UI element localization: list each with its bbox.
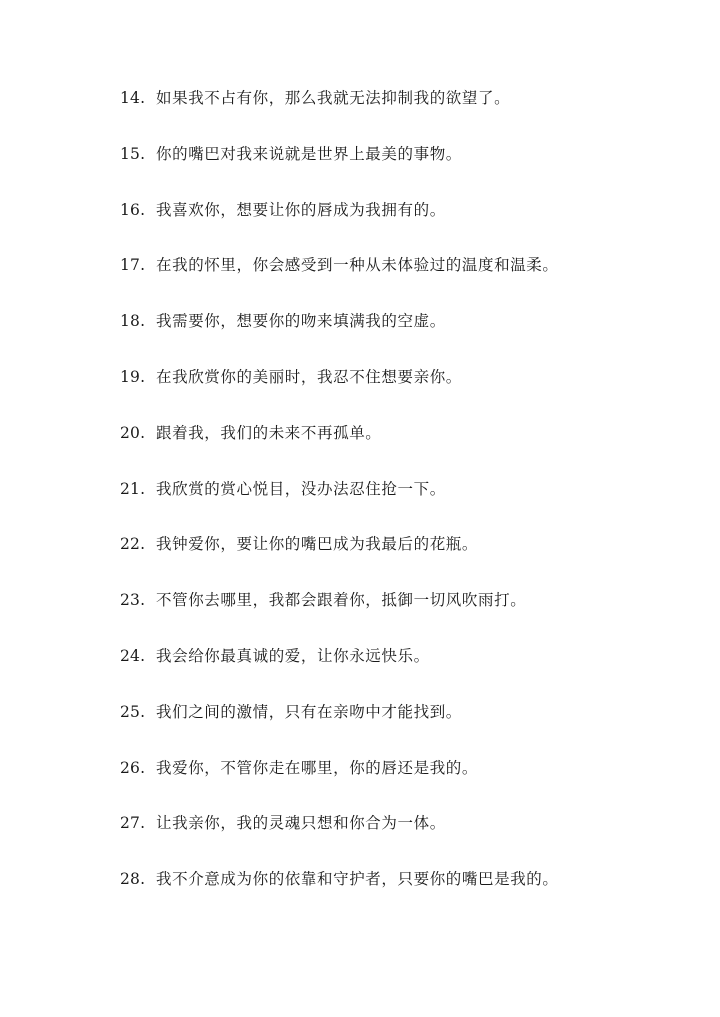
list-item bbox=[120, 253, 680, 309]
item-text: 在我欣赏你的美丽时，我忍不住想要亲你。 bbox=[156, 367, 462, 386]
item-text: 我需要你，想要你的吻来填满我的空虚。 bbox=[156, 312, 446, 331]
list-item bbox=[120, 142, 680, 198]
item-number: 26. bbox=[120, 758, 146, 777]
list-item bbox=[120, 644, 680, 700]
list-item bbox=[120, 309, 680, 365]
item-text: 你的嘴巴对我来说就是世界上最美的事物。 bbox=[156, 144, 462, 163]
item-text: 我钟爱你，要让你的嘴巴成为我最后的花瓶。 bbox=[156, 535, 479, 554]
list-item bbox=[120, 477, 680, 533]
item-text: 我不介意成为你的依靠和守护者，只要你的嘴巴是我的。 bbox=[156, 870, 559, 889]
list-item bbox=[120, 588, 680, 644]
list-item bbox=[120, 867, 680, 923]
item-text: 跟着我，我们的未来不再孤单。 bbox=[156, 423, 382, 442]
list-item bbox=[120, 532, 680, 588]
item-number: 18. bbox=[120, 312, 146, 331]
item-number: 19. bbox=[120, 367, 146, 386]
item-text: 我欣赏的赏心悦目，没办法忍住抢一下。 bbox=[156, 479, 446, 498]
item-number: 25. bbox=[120, 702, 146, 721]
list-item bbox=[120, 421, 680, 477]
item-text: 不管你去哪里，我都会跟着你，抵御一切风吹雨打。 bbox=[156, 591, 527, 610]
item-number: 28. bbox=[120, 870, 146, 889]
item-text: 我会给你最真诚的爱，让你永远快乐。 bbox=[156, 646, 430, 665]
item-text: 我们之间的激情，只有在亲吻中才能找到。 bbox=[156, 702, 462, 721]
item-number: 24. bbox=[120, 646, 146, 665]
list-item bbox=[120, 811, 680, 867]
numbered-list bbox=[120, 86, 680, 923]
item-number: 27. bbox=[120, 814, 146, 833]
item-number: 15. bbox=[120, 144, 146, 163]
item-number: 23. bbox=[120, 591, 146, 610]
item-number: 20. bbox=[120, 423, 146, 442]
item-number: 16. bbox=[120, 200, 146, 219]
item-number: 21. bbox=[120, 479, 146, 498]
item-text: 如果我不占有你，那么我就无法抑制我的欲望了。 bbox=[156, 89, 511, 107]
item-number: 17. bbox=[120, 256, 146, 275]
item-text: 在我的怀里，你会感受到一种从未体验过的温度和温柔。 bbox=[156, 256, 559, 275]
list-item bbox=[120, 86, 680, 142]
list-item bbox=[120, 365, 680, 421]
list-item bbox=[120, 198, 680, 254]
item-text: 我爱你，不管你走在哪里，你的唇还是我的。 bbox=[156, 758, 479, 777]
item-text: 我喜欢你，想要让你的唇成为我拥有的。 bbox=[156, 200, 446, 219]
item-number: 22. bbox=[120, 535, 146, 554]
item-text: 让我亲你，我的灵魂只想和你合为一体。 bbox=[156, 814, 446, 833]
list-item bbox=[120, 700, 680, 756]
list-item bbox=[120, 756, 680, 812]
item-number: 14. bbox=[120, 89, 146, 107]
